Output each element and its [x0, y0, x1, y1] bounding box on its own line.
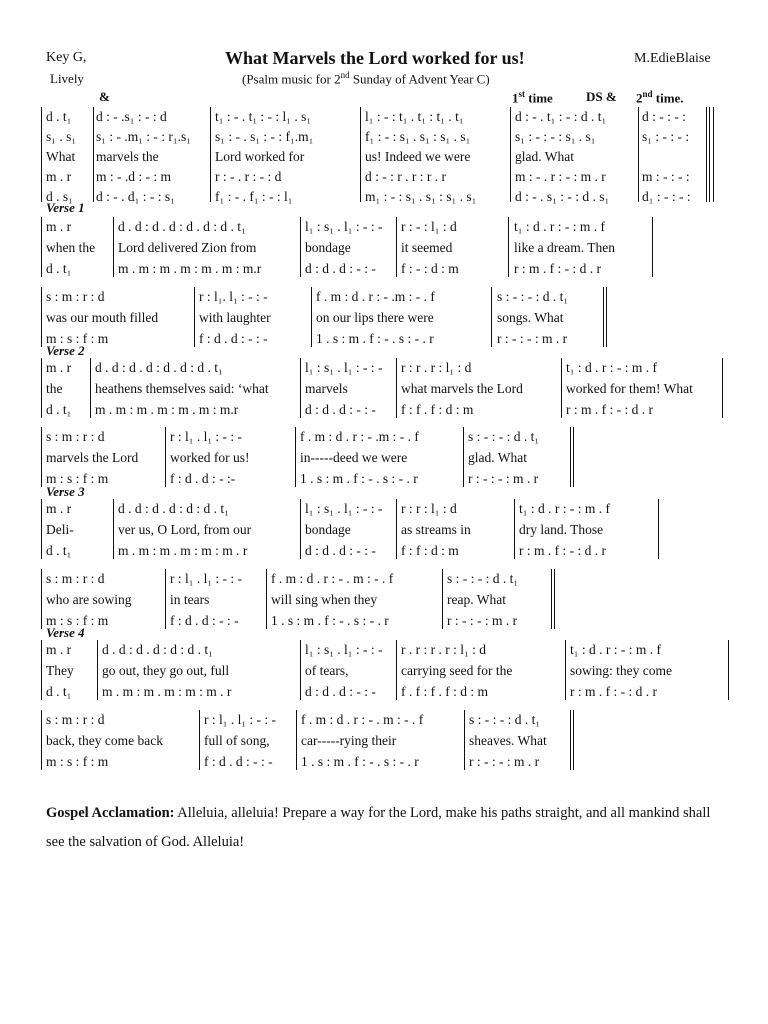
verse-4-voice-bottom: 1 . s : m . f : - . s : - . r: [301, 754, 419, 769]
verse-4-lyrics: They: [46, 663, 74, 678]
verse-2-voice-bottom: f : d . d : - :-: [170, 471, 236, 486]
refrain-soprano-cell: t₁ : - . t₁ : - : l₁ . s₁: [215, 109, 312, 124]
refrain-words-cell: What: [46, 149, 76, 164]
verse-3-voice-bottom: d : d . d : - : -: [305, 543, 376, 558]
verse-1-voice-top: r : - : l₁ : d: [401, 219, 457, 234]
verse-4-voice-top: t₁ : d . r : - : m . f: [570, 642, 661, 657]
verse-1-voice-bottom: 1 . s : m . f : - . s : - . r: [316, 331, 434, 346]
composer: M.EdieBlaise: [634, 51, 711, 66]
verse-4-voice-bottom: d : d . d : - : -: [305, 684, 376, 699]
refrain-bass-cell: m₁ : - : s₁ . s₁ : s₁ . s₁: [365, 189, 477, 204]
refrain-bass-cell: d : - . s₁ : - : d . s₁: [515, 189, 610, 204]
verse-4-lyrics: of tears,: [305, 663, 349, 678]
refrain-alto-cell: s₁ : - : - : s₁ . s₁: [515, 129, 596, 144]
segno-mark: &: [99, 89, 110, 104]
verse-1-voice-top: d . d : d . d : d . d : d . t₁: [118, 219, 246, 234]
barline: [491, 287, 492, 347]
verse-3-voice-bottom: f : f : d : m: [401, 543, 459, 558]
verse-2-voice-top: d . d : d . d : d . d : d . t₁: [95, 360, 223, 375]
verse-1-voice-bottom: d : d . d : - : -: [305, 261, 376, 276]
verse-1-lyrics: when the: [46, 240, 96, 255]
barline: [300, 358, 301, 418]
refrain-alto-cell: f₁ : - : s₁ . s₁ : s₁ . s₁: [365, 129, 471, 144]
verse-3-voice-top: d . d : d . d : d : d . t₁: [118, 501, 229, 516]
verse-3-lyrics: reap. What: [447, 592, 506, 607]
barline: [194, 287, 195, 347]
barline: [396, 499, 397, 559]
verse-3-lyrics: as streams in: [401, 522, 471, 537]
verse-4-lyrics: carrying seed for the: [401, 663, 513, 678]
verse-4-lyrics: sowing: they come: [570, 663, 672, 678]
barline: [41, 569, 42, 629]
verse-2-voice-bottom: 1 . s : m . f : - . s : - . r: [300, 471, 418, 486]
first-time-label: 1st time: [512, 89, 553, 106]
verse-3-voice-top: l₁ : s₁ . l₁ : - : -: [305, 501, 383, 516]
verse-4-voice-bottom: r : m . f : - : d . r: [570, 684, 657, 699]
verse-2-voice-bottom: d . t₁: [46, 402, 72, 417]
verse-1-lyrics: Lord delivered Zion from: [118, 240, 257, 255]
barline: [93, 107, 94, 202]
verse-3-voice-top: s : - : - : d . t₁: [447, 571, 519, 586]
barline: [464, 710, 465, 770]
refrain-soprano-cell: d : - : - :: [642, 109, 686, 124]
verse-1-voice-bottom: r : - : - : m . r: [497, 331, 568, 346]
barline: [396, 217, 397, 277]
barline: [565, 640, 566, 700]
verse-4-voice-top: s : - : - : d . t₁: [469, 712, 541, 727]
refrain-bass-cell: d : - . d₁ : - : s₁: [96, 189, 175, 204]
verse-4-voice-bottom: f . f : f . f : d : m: [401, 684, 488, 699]
barline: [41, 217, 42, 277]
verse-4-lyrics: sheaves. What: [469, 733, 547, 748]
double-barline: [706, 107, 710, 202]
gospel-label: Gospel Acclamation:: [46, 805, 175, 821]
verse-4-voice-bottom: d . t₁: [46, 684, 72, 699]
verse-4-voice-top: r : l₁ . l₁ : - : -: [204, 712, 277, 727]
barline: [113, 499, 114, 559]
verse-2-voice-top: f . m : d . r : - .m : - . f: [300, 429, 419, 444]
verse-4-voice-top: l₁ : s₁ . l₁ : - : -: [305, 642, 383, 657]
verse-3-voice-top: r : r : l₁ : d: [401, 501, 457, 516]
barline: [396, 640, 397, 700]
verse-2-lyrics: in-----deed we were: [300, 450, 408, 465]
verse-2-voice-bottom: f : f . f : d : m: [401, 402, 474, 417]
refrain-words-cell: us! Indeed we were: [365, 149, 471, 164]
verse-3-voice-top: s : m : r : d: [46, 571, 105, 586]
verse-3-lyrics: will sing when they: [271, 592, 378, 607]
refrain-soprano-cell: l₁ : - : t₁ . t₁ : t₁ . t₁: [365, 109, 464, 124]
refrain-tenor-cell: m : - .d : - : m: [96, 169, 171, 184]
verse-1-lyrics: songs. What: [497, 310, 564, 325]
barline: [41, 287, 42, 347]
verse-4-lyrics: full of song,: [204, 733, 270, 748]
refrain-words-cell: glad. What: [515, 149, 574, 164]
verse-3-voice-bottom: d . t₁: [46, 543, 72, 558]
barline: [41, 358, 42, 418]
verse-2-voice-bottom: m : s : f : m: [46, 471, 109, 486]
verse-label: Verse 3: [46, 484, 85, 499]
verse-4-voice-top: m . r: [46, 642, 72, 657]
verse-2-voice-top: l₁ : s₁ . l₁ : - : -: [305, 360, 383, 375]
verse-4-voice-bottom: f : d . d : - : -: [204, 754, 273, 769]
barline: [165, 427, 166, 487]
refrain-words-cell: Lord worked for: [215, 149, 305, 164]
page-title: What Marvels the Lord worked for us!: [225, 48, 525, 68]
verse-4-voice-bottom: m : s : f : m: [46, 754, 109, 769]
verse-1-voice-bottom: f : d . d : - : -: [199, 331, 268, 346]
refrain-bass-cell: d₁ : - : - :: [642, 189, 691, 204]
verse-3-lyrics: who are sowing: [46, 592, 132, 607]
barline: [311, 287, 312, 347]
barline: [652, 217, 653, 277]
refrain-words-cell: marvels the: [96, 149, 159, 164]
verse-1-voice-bottom: r : m . f : - : d . r: [514, 261, 601, 276]
verse-1-voice-top: s : - : - : d . t₁: [497, 289, 569, 304]
verse-4-lyrics: car-----rying their: [301, 733, 397, 748]
verse-3-lyrics: ver us, O Lord, from our: [118, 522, 252, 537]
verse-2-voice-bottom: r : - : - : m . r: [468, 471, 539, 486]
refrain-bass-cell: d . s₁: [46, 189, 73, 204]
barline: [296, 710, 297, 770]
verse-1-voice-top: m . r: [46, 219, 72, 234]
barline: [728, 640, 729, 700]
verse-2-lyrics: the: [46, 381, 63, 396]
double-barline: [603, 287, 607, 347]
gospel-acclamation: [46, 799, 726, 857]
verse-3-voice-bottom: m . m : m . m : m : m . r: [118, 543, 248, 558]
verse-3-lyrics: bondage: [305, 522, 351, 537]
refrain-bass-cell: f₁ : - . f₁ : - : l₁: [215, 189, 293, 204]
verse-4-voice-top: r . r : r . r : l₁ : d: [401, 642, 486, 657]
barline: [360, 107, 361, 202]
barline: [463, 427, 464, 487]
verse-3-lyrics: in tears: [170, 592, 210, 607]
barline: [41, 640, 42, 700]
verse-1-voice-top: t₁ : d . r : - : m . f: [514, 219, 605, 234]
barline: [561, 358, 562, 418]
verse-2-voice-top: s : m : r : d: [46, 429, 105, 444]
barline: [300, 499, 301, 559]
refrain-tenor-cell: m : - : - :: [642, 169, 690, 184]
verse-2-voice-bottom: m . m : m . m : m . m : m.r: [95, 402, 239, 417]
double-barline: [570, 710, 574, 770]
verse-3-voice-top: f . m : d . r : - . m : - . f: [271, 571, 394, 586]
key-signature: Key G,: [46, 50, 87, 65]
barline: [41, 499, 42, 559]
subtitle: (Psalm music for 2nd Sunday of Advent Year C): [242, 70, 490, 87]
verse-3-lyrics: Deli-: [46, 522, 74, 537]
verse-4-voice-bottom: m . m : m . m : m : m . r: [102, 684, 232, 699]
verse-2-lyrics: glad. What: [468, 450, 527, 465]
barline: [442, 569, 443, 629]
verse-2-lyrics: worked for us!: [170, 450, 250, 465]
verse-2-voice-bottom: d : d . d : - : -: [305, 402, 376, 417]
refrain-alto-cell: s₁ . s₁: [46, 129, 77, 144]
verse-1-voice-bottom: d . t₁: [46, 261, 72, 276]
verse-1-voice-bottom: m . m : m . m : m . m : m.r: [118, 261, 262, 276]
barline: [165, 569, 166, 629]
verse-2-voice-top: t₁ : d . r : - : m . f: [566, 360, 657, 375]
barline: [266, 569, 267, 629]
verse-label: Verse 4: [46, 625, 85, 640]
verse-3-voice-top: r : l₁ . l₁ : - : -: [170, 571, 243, 586]
barline: [295, 427, 296, 487]
verse-3-voice-bottom: m : s : f : m: [46, 613, 109, 628]
refrain-alto-cell: s₁ : - : - :: [642, 129, 690, 144]
verse-4-lyrics: go out, they go out, full: [102, 663, 230, 678]
verse-1-lyrics: like a dream. Then: [514, 240, 615, 255]
verse-1-lyrics: was our mouth filled: [46, 310, 159, 325]
barline: [41, 427, 42, 487]
verse-4-voice-top: f . m : d . r : - . m : - . f: [301, 712, 424, 727]
barline: [300, 640, 301, 700]
verse-2-voice-top: s : - : - : d . t₁: [468, 429, 540, 444]
verse-3-voice-bottom: r : - : - : m . r: [447, 613, 518, 628]
verse-2-lyrics: heathens themselves said: ‘what: [95, 381, 269, 396]
barline: [658, 499, 659, 559]
refrain-alto-cell: s₁ : - . s₁ : - : f₁.m₁: [215, 129, 314, 144]
ds-label: DS &: [586, 89, 617, 104]
verse-2-voice-top: r : l₁ . l₁ : - : -: [170, 429, 243, 444]
verse-label: Verse 2: [46, 343, 85, 358]
barline: [396, 358, 397, 418]
verse-4-voice-bottom: r : - : - : m . r: [469, 754, 540, 769]
barline: [41, 107, 42, 202]
verse-label: Verse 1: [46, 200, 85, 215]
verse-1-lyrics: with laughter: [199, 310, 271, 325]
verse-1-voice-top: f . m : d . r : - .m : - . f: [316, 289, 435, 304]
barline: [638, 107, 639, 202]
barline: [199, 710, 200, 770]
refrain-tenor-cell: m . r: [46, 169, 72, 184]
refrain-soprano-cell: d : - . t₁ : - : d . t₁: [515, 109, 607, 124]
verse-4-voice-top: s : m : r : d: [46, 712, 105, 727]
barline: [300, 217, 301, 277]
barline: [113, 217, 114, 277]
barline: [97, 640, 98, 700]
verse-1-voice-bottom: f : - : d : m: [401, 261, 459, 276]
verse-1-voice-top: s : m : r : d: [46, 289, 105, 304]
verse-1-voice-top: r : l₁. l₁ : - : -: [199, 289, 268, 304]
verse-2-lyrics: what marvels the Lord: [401, 381, 523, 396]
gospel-text: Alleluia, alleluia! Prepare a way for the Lord, make his paths straight, and all mankind shall see the salvation of God. Alleluia!: [46, 805, 711, 850]
verse-3-voice-bottom: r : m . f : - : d . r: [519, 543, 606, 558]
verse-2-lyrics: marvels: [305, 381, 348, 396]
verse-4-voice-top: d . d : d . d : d : d . t₁: [102, 642, 213, 657]
barline: [90, 358, 91, 418]
verse-1-lyrics: it seemed: [401, 240, 453, 255]
verse-1-voice-bottom: m : s : f : m: [46, 331, 109, 346]
refrain-soprano-cell: d . t₁: [46, 109, 72, 124]
verse-2-lyrics: worked for them! What: [566, 381, 693, 396]
verse-3-voice-top: t₁ : d . r : - : m . f: [519, 501, 610, 516]
verse-1-voice-top: l₁ : s₁ . l₁ : - : -: [305, 219, 383, 234]
refrain-tenor-cell: r : - . r : - : d: [215, 169, 282, 184]
double-barline: [551, 569, 555, 629]
verse-3-voice-top: m . r: [46, 501, 72, 516]
verse-2-voice-bottom: r : m . f : - : d . r: [566, 402, 653, 417]
barline: [508, 217, 509, 277]
barline: [722, 358, 723, 418]
verse-3-lyrics: dry land. Those: [519, 522, 604, 537]
verse-2-voice-top: r : r . r : l₁ : d: [401, 360, 472, 375]
barline: [41, 710, 42, 770]
double-barline: [570, 427, 574, 487]
refrain-soprano-cell: d : - .s₁ : - : d: [96, 109, 167, 124]
final-barline: [713, 107, 714, 202]
verse-1-lyrics: on our lips there were: [316, 310, 434, 325]
verse-4-lyrics: back, they come back: [46, 733, 163, 748]
verse-2-lyrics: marvels the Lord: [46, 450, 139, 465]
tempo-marking: Lively: [50, 71, 84, 86]
refrain-tenor-cell: d : - : r . r : r . r: [365, 169, 446, 184]
verse-2-voice-top: m . r: [46, 360, 72, 375]
verse-1-lyrics: bondage: [305, 240, 351, 255]
refrain-tenor-cell: m : - . r : - : m . r: [515, 169, 606, 184]
barline: [210, 107, 211, 202]
barline: [514, 499, 515, 559]
verse-3-voice-bottom: 1 . s : m . f : - . s : - . r: [271, 613, 389, 628]
second-time-label: 2nd time.: [636, 89, 684, 106]
verse-3-voice-bottom: f : d . d : - : -: [170, 613, 239, 628]
barline: [510, 107, 511, 202]
refrain-alto-cell: s₁ : - .m₁ : - : r₁.s₁: [96, 129, 191, 144]
